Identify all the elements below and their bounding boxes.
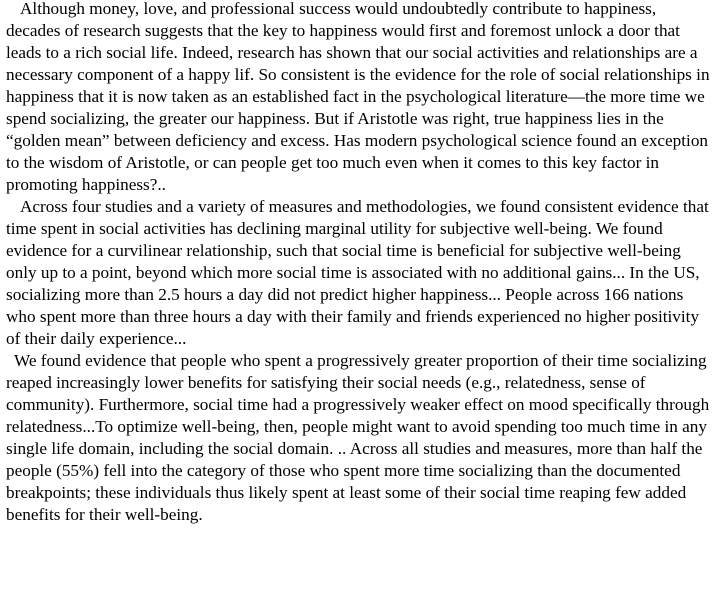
paragraph-social-needs: We found evidence that people who spent a progressively greater proportion of their time socializing reaped increasingly lower benefits for satisfying their social needs (e.g., relatedness, sense of community). Furthermore, social time had a progressively weaker effect on mood specifically through relatedness...To optimize well-being, then, people might want to avoid spending too much time in any single life domain, including the social domain. .. Across all studies and measures, more than half the people (55%) fell into the category of those who spent more time socializing than the documented breakpoints; these individuals thus likely spent at least some of their social time reaping few added benefits for their well-being. (6, 351, 710, 524)
paragraph-studies-findings: Across four studies and a variety of measures and methodologies, we found consistent evidence that time spent in social activities has declining marginal utility for subjective well-being. We found evidence for a curvilinear relationship, such that social time is beneficial for subjective well-being only up to a point, beyond which more social time is associated with no additional gains... In the US, socializing more than 2.5 hours a day did not predict higher happiness... People across 166 nations who spent more than three hours a day with their family and friends experienced no higher positivity of their daily experience... (6, 197, 709, 348)
paragraph-happiness-intro: Although money, love, and professional success would undoubtedly contribute to happiness, decades of research suggests that the key to happiness would first and foremost unlock a door that leads to a rich social life. Indeed, research has shown that our social activities and relationships are a necessary component of a happy lif. So consistent is the evidence for the role of social relationships in happiness that it is now taken as an established fact in the psychological literature—the more time we spend socializing, the greater our happiness. But if Aristotle was right, true happiness lies in the “golden mean” between deficiency and excess. Has modern psychological science found an exception to the wisdom of Aristotle, or can people get too much even when it comes to this key factor in promoting happiness?.. (6, 0, 710, 194)
